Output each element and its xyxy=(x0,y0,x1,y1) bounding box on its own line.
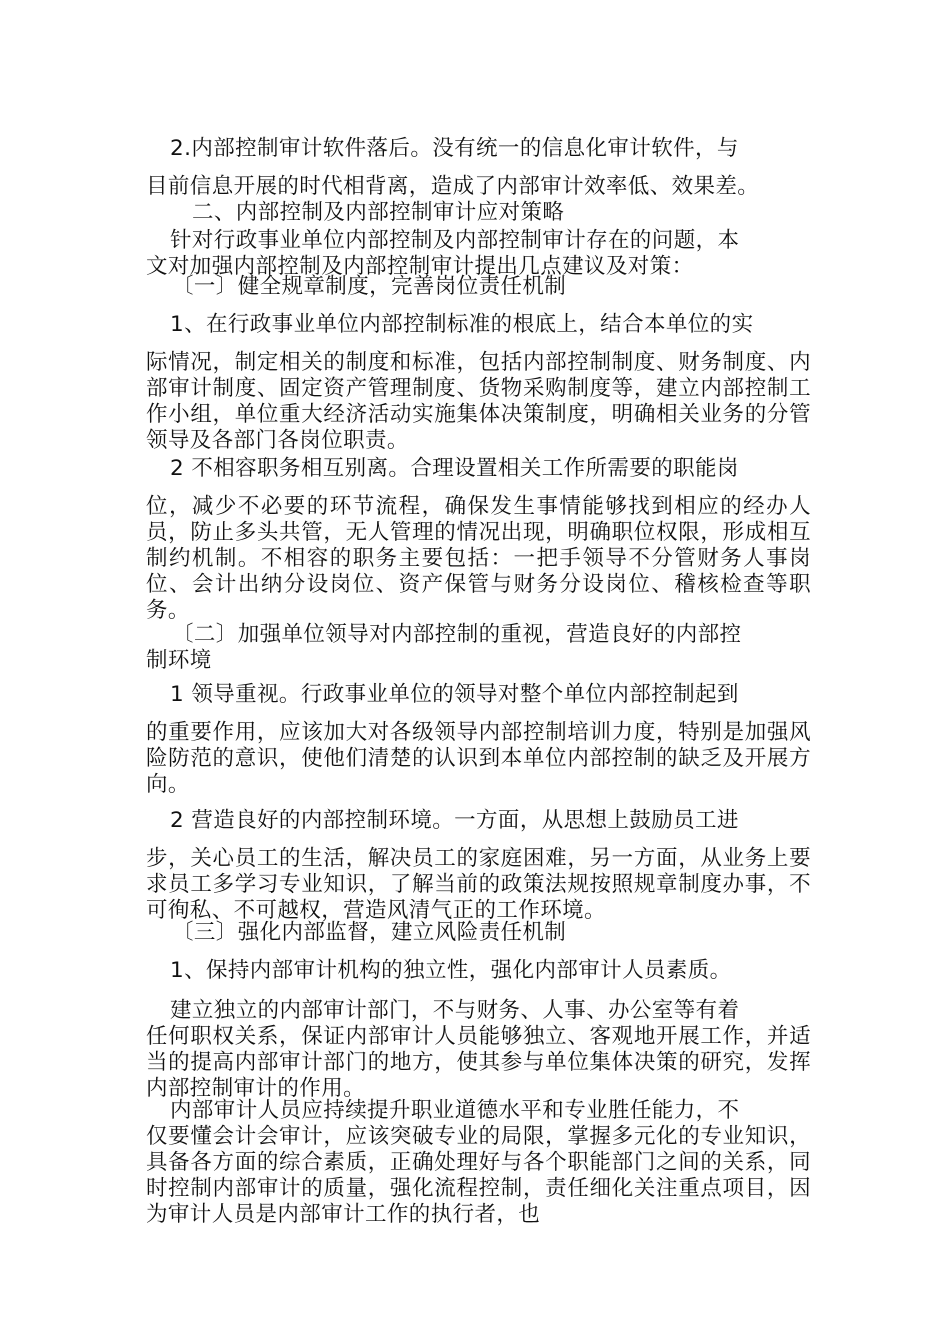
paragraph-first-line: 内部审计人员应持续提升职业道德水平和专业胜任能力，不 xyxy=(170,1098,740,1123)
paragraph-audit-independence xyxy=(146,958,811,984)
paragraph-independent-department xyxy=(146,998,811,1102)
paragraph-software-lag xyxy=(146,136,811,200)
section-heading: 二、内部控制及内部控制审计应对策略 xyxy=(192,200,565,225)
paragraph-leadership-attention xyxy=(146,682,811,798)
paragraph-first-line: 1、在行政事业单位内部控制标准的根底上，结合本单位的实 xyxy=(170,312,754,337)
heading-section-two xyxy=(146,200,811,226)
subsection-heading-continuation: 制环境 xyxy=(146,648,212,673)
subsection-heading: 〔一〕健全规章制度，完善岗位责任机制 xyxy=(172,274,567,299)
heading-subsection-one xyxy=(146,274,811,300)
paragraph-duty-separation xyxy=(146,456,811,624)
paragraph-continuation: 位，减少不必要的环节流程，确保发生事情能够找到相应的经办人员，防止多头共管，无人管理的情况出现，明确职位权限，形成相互制约机制。不相容的职务主要包括：一把手领导不分管财务人事岗位、会计出纳分设岗位、资产保管与财务分设岗位、稽核检查等职务。 xyxy=(146,494,811,623)
paragraph-continuation: 文对加强内部控制及内部控制审计提出几点建议及对策： xyxy=(146,254,694,279)
paragraph-continuation: 步，关心员工的生活，解决员工的家庭困难，另一方面，从业务上要求员工多学习专业知识，了解当前的政策法规按照规章制度办事，不可徇私、不可越权，营造风清气正的工作环境。 xyxy=(146,846,811,923)
paragraph-rules-system xyxy=(146,312,811,454)
paragraph-auditor-competence xyxy=(146,1098,811,1228)
paragraph-continuation: 的重要作用，应该加大对各级领导内部控制培训力度，特别是加强风险防范的意识，使他们清楚的认识到本单位内部控制的缺乏及开展方向。 xyxy=(146,720,811,797)
heading-subsection-two xyxy=(146,622,811,674)
paragraph-first-line: 1、保持内部审计机构的独立性，强化内部审计人员素质。 xyxy=(170,958,732,983)
subsection-heading: 〔二〕加强单位领导对内部控制的重视，营造良好的内部控 xyxy=(172,622,742,647)
paragraph-control-environment xyxy=(146,808,811,924)
paragraph-first-line: 1 领导重视。行政事业单位的领导对整个单位内部控制起到 xyxy=(170,682,739,707)
paragraph-first-line: 2.内部控制审计软件落后。没有统一的信息化审计软件，与 xyxy=(170,136,739,161)
paragraph-continuation: 仅要懂会计会审计，应该突破专业的局限，掌握多元化的专业知识，具备各方面的综合素质，正确处理好与各个职能部门之间的关系，同时控制内部审计的质量，强化流程控制，责任细化关注重点项目，因为审计人员是内部审计工作的执行者，也 xyxy=(146,1124,811,1227)
subsection-heading: 〔三〕强化内部监督，建立风险责任机制 xyxy=(172,920,567,945)
paragraph-first-line: 建立独立的内部审计部门，不与财务、人事、办公室等有着 xyxy=(170,998,740,1023)
paragraph-first-line: 2 营造良好的内部控制环境。一方面，从思想上鼓励员工进 xyxy=(170,808,739,833)
heading-subsection-three xyxy=(146,920,811,946)
paragraph-continuation: 目前信息开展的时代相背离，造成了内部审计效率低、效果差。 xyxy=(146,174,760,199)
paragraph-continuation: 任何职权关系，保证内部审计人员能够独立、客观地开展工作，并适当的提高内部审计部门的地方，使其参与单位集体决策的研究，发挥内部控制审计的作用。 xyxy=(146,1024,811,1101)
paragraph-continuation: 际情况，制定相关的制度和标准，包括内部控制制度、财务制度、内部审计制度、固定资产管理制度、货物采购制度等，建立内部控制工作小组，单位重大经济活动实施集体决策制度，明确相关业务的分管领导及各部门各岗位职责。 xyxy=(146,350,811,453)
paragraph-intro-strategies xyxy=(146,228,811,280)
paragraph-first-line: 2 不相容职务相互别离。合理设置相关工作所需要的职能岗 xyxy=(170,456,739,481)
paragraph-first-line: 针对行政事业单位内部控制及内部控制审计存在的问题，本 xyxy=(170,228,740,253)
